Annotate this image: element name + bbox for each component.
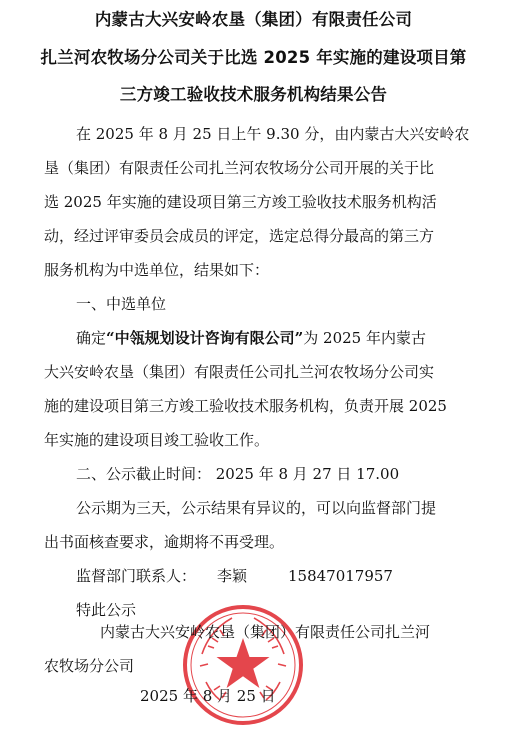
intro-line-2: 垦（集团）有限责任公司扎兰河农牧场分公司开展的关于比 xyxy=(44,159,435,177)
section-1-suffix: 为 2025 年内蒙古 xyxy=(303,329,426,347)
intro-line-3: 选 2025 年实施的建设项目第三方竣工验收技术服务机构活 xyxy=(44,193,437,211)
section-1-heading: 一、中选单位 xyxy=(76,295,167,313)
title-line-1: 内蒙古大兴安岭农垦（集团）有限责任公司 xyxy=(94,10,413,29)
section-2-line-1: 公示期为三天，公示结果有异议的，可以向监督部门提 xyxy=(76,499,437,517)
signature-org-line-1: 内蒙古大兴安岭农垦（集团）有限责任公司扎兰河 xyxy=(100,623,431,641)
contact-name: 李颖 xyxy=(217,567,248,585)
intro-line-1: 在 2025 年 8 月 25 日上午 9.30 分，由内蒙古大兴安岭农 xyxy=(76,125,470,143)
title-line-3: 三方竣工验收技术服务机构结果公告 xyxy=(119,85,388,104)
official-seal-icon xyxy=(180,602,306,728)
selected-company-name: “中瓴规划设计咨询有限公司” xyxy=(106,329,304,347)
intro-line-4: 动，经过评审委员会成员的评定，选定总得分最高的第三方 xyxy=(44,227,435,245)
section-1-line-3: 施的建设项目第三方竣工验收技术服务机构，负责开展 2025 xyxy=(44,397,447,415)
contact-phone: 15847017957 xyxy=(288,567,393,585)
signature-date: 2025 年 8 月 25 日 xyxy=(140,687,276,705)
title-line-2: 扎兰河农牧场分公司关于比选 2025 年实施的建设项目第 xyxy=(40,48,467,67)
section-2-heading: 二、公示截止时间： 2025 年 8 月 27 日 17.00 xyxy=(76,465,400,483)
closing-text: 特此公示 xyxy=(76,601,137,619)
contact-label: 监督部门联系人： xyxy=(76,567,197,585)
section-2-line-2: 出书面核查要求，逾期将不再受理。 xyxy=(44,533,285,551)
section-1-prefix: 确定 xyxy=(76,329,107,347)
section-1-line-4: 年实施的建设项目竣工验收工作。 xyxy=(44,431,270,449)
signature-org-line-2: 农牧场分公司 xyxy=(44,657,135,675)
intro-line-5: 服务机构为中选单位，结果如下： xyxy=(44,261,270,279)
section-1-line-1 xyxy=(76,328,426,348)
section-1-line-2: 大兴安岭农垦（集团）有限责任公司扎兰河农牧场分公司实 xyxy=(44,363,435,381)
